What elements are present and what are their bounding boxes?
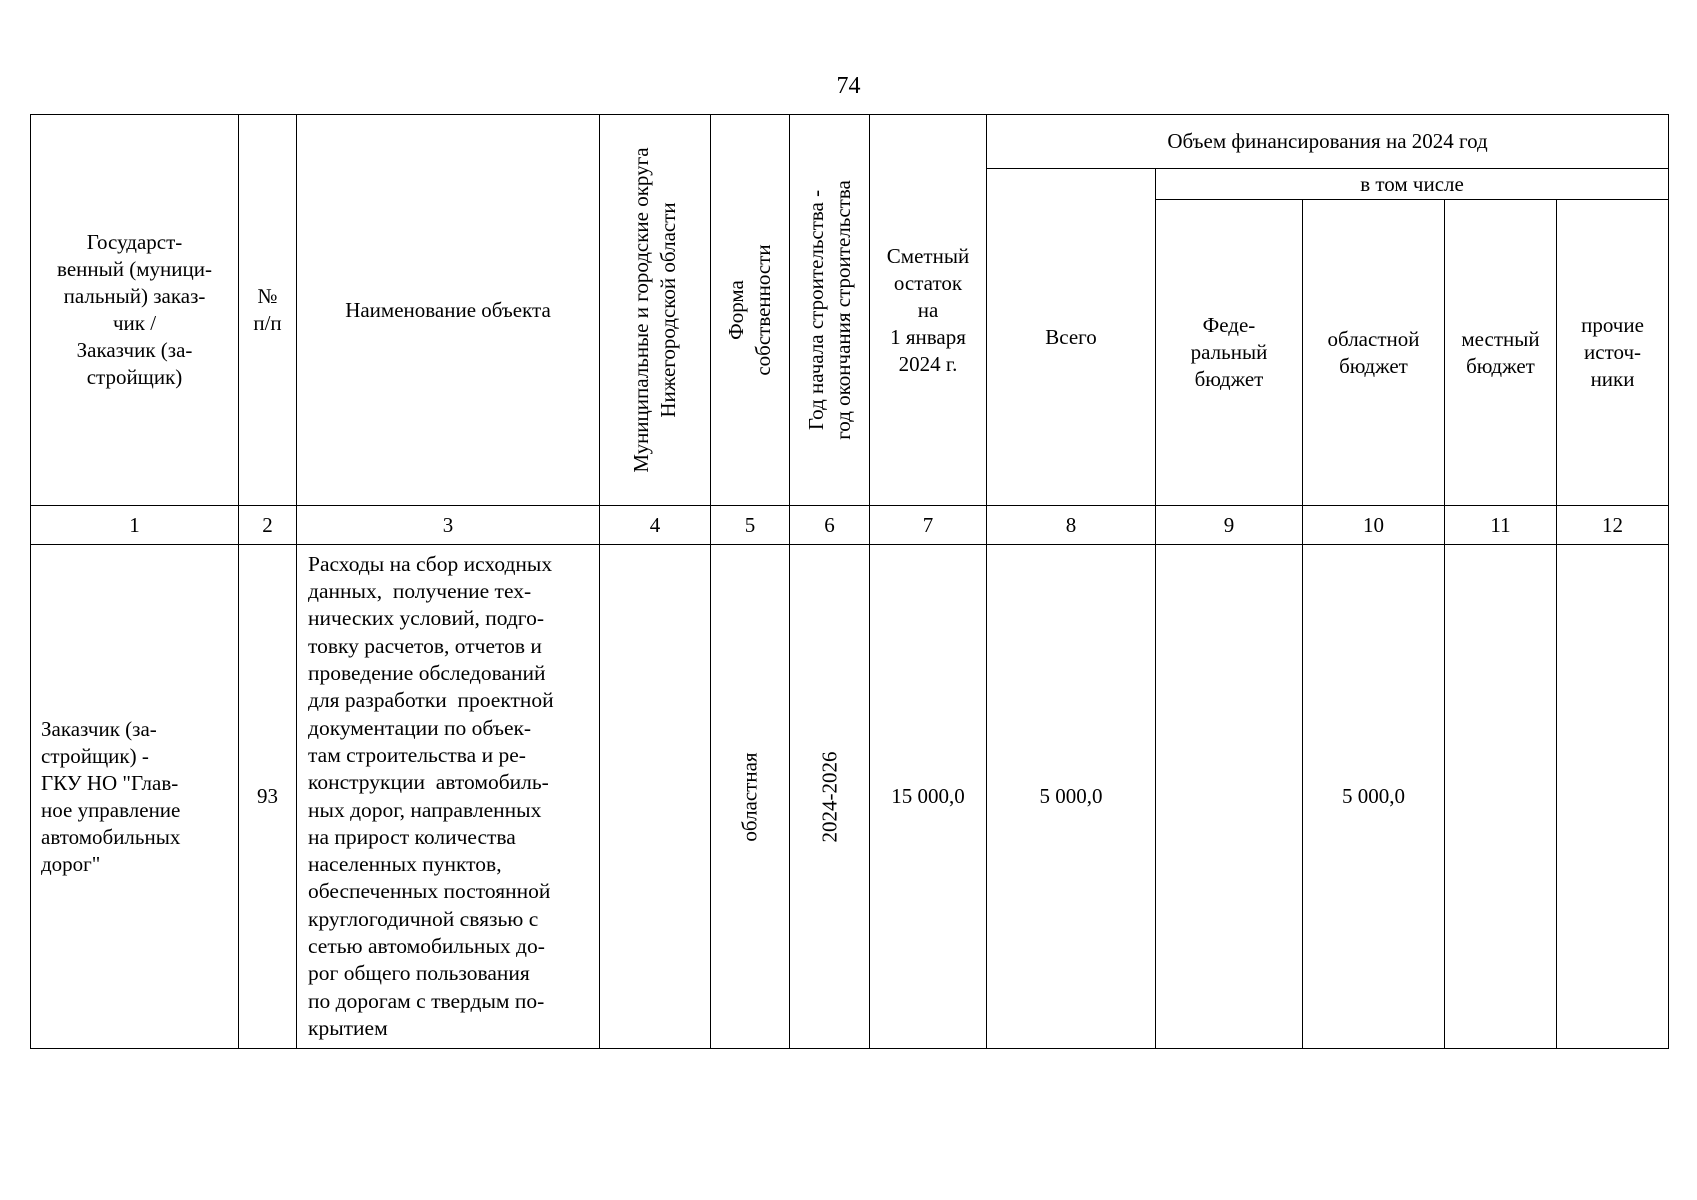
header-customer: Государст- венный (муници- пальный) заказ- чик / Заказчик (за- стройщик) bbox=[31, 115, 239, 506]
column-number: 11 bbox=[1445, 506, 1557, 545]
column-number: 6 bbox=[790, 506, 870, 545]
column-number: 9 bbox=[1156, 506, 1303, 545]
row-number: 93 bbox=[239, 545, 297, 1049]
table-row bbox=[31, 545, 1669, 1049]
header-ownership: Форма собственности bbox=[711, 115, 790, 506]
row-total: 5 000,0 bbox=[987, 545, 1156, 1049]
header-row-1 bbox=[31, 115, 1669, 169]
header-funding-group: Объем финансирования на 2024 год bbox=[987, 115, 1669, 169]
column-number: 2 bbox=[239, 506, 297, 545]
row-local bbox=[1445, 545, 1557, 1049]
row-description: Расходы на сбор исходных данных, получение тех- нических условий, подго- товку расчетов, отчетов и проведение обследований для разработки проектной документации по объек- там строительства и ре- конструкции автомобиль- ных дорог, направленных на прирост количества населенных пунктов, обеспеченных постоянной круглогодичной связью с сетью автомобильных до- рог общего пользования по дорогам с твердым по- крытием bbox=[297, 545, 600, 1049]
column-number: 3 bbox=[297, 506, 600, 545]
header-total: Всего bbox=[987, 169, 1156, 506]
column-number: 7 bbox=[870, 506, 987, 545]
column-number: 8 bbox=[987, 506, 1156, 545]
row-customer: Заказчик (за- стройщик) - ГКУ НО "Глав- ное управление автомобильных дорог" bbox=[31, 545, 239, 1049]
header-balance: Сметный остаток на 1 января 2024 г. bbox=[870, 115, 987, 506]
row-federal bbox=[1156, 545, 1303, 1049]
row-ownership: областная bbox=[711, 545, 790, 1049]
header-years: Год начала строительства - год окончания строительства bbox=[790, 115, 870, 506]
header-number: № п/п bbox=[239, 115, 297, 506]
header-federal: Феде- ральный бюджет bbox=[1156, 200, 1303, 506]
column-number: 12 bbox=[1557, 506, 1669, 545]
row-other bbox=[1557, 545, 1669, 1049]
column-number: 4 bbox=[600, 506, 711, 545]
page-number: 74 bbox=[836, 73, 861, 99]
funding-table bbox=[30, 114, 1669, 1049]
row-years: 2024-2026 bbox=[790, 545, 870, 1049]
header-including: в том числе bbox=[1156, 169, 1669, 200]
row-regional: 5 000,0 bbox=[1303, 545, 1445, 1049]
header-other: прочие источ- ники bbox=[1557, 200, 1669, 506]
column-number: 5 bbox=[711, 506, 790, 545]
header-local: местный бюджет bbox=[1445, 200, 1557, 506]
column-number-row bbox=[31, 506, 1669, 545]
header-districts: Муниципальные и городские округа Нижегородской области bbox=[600, 115, 711, 506]
row-district bbox=[600, 545, 711, 1049]
column-number: 10 bbox=[1303, 506, 1445, 545]
header-regional: областной бюджет bbox=[1303, 200, 1445, 506]
row-balance: 15 000,0 bbox=[870, 545, 987, 1049]
column-number: 1 bbox=[31, 506, 239, 545]
header-object-name: Наименование объекта bbox=[297, 115, 600, 506]
